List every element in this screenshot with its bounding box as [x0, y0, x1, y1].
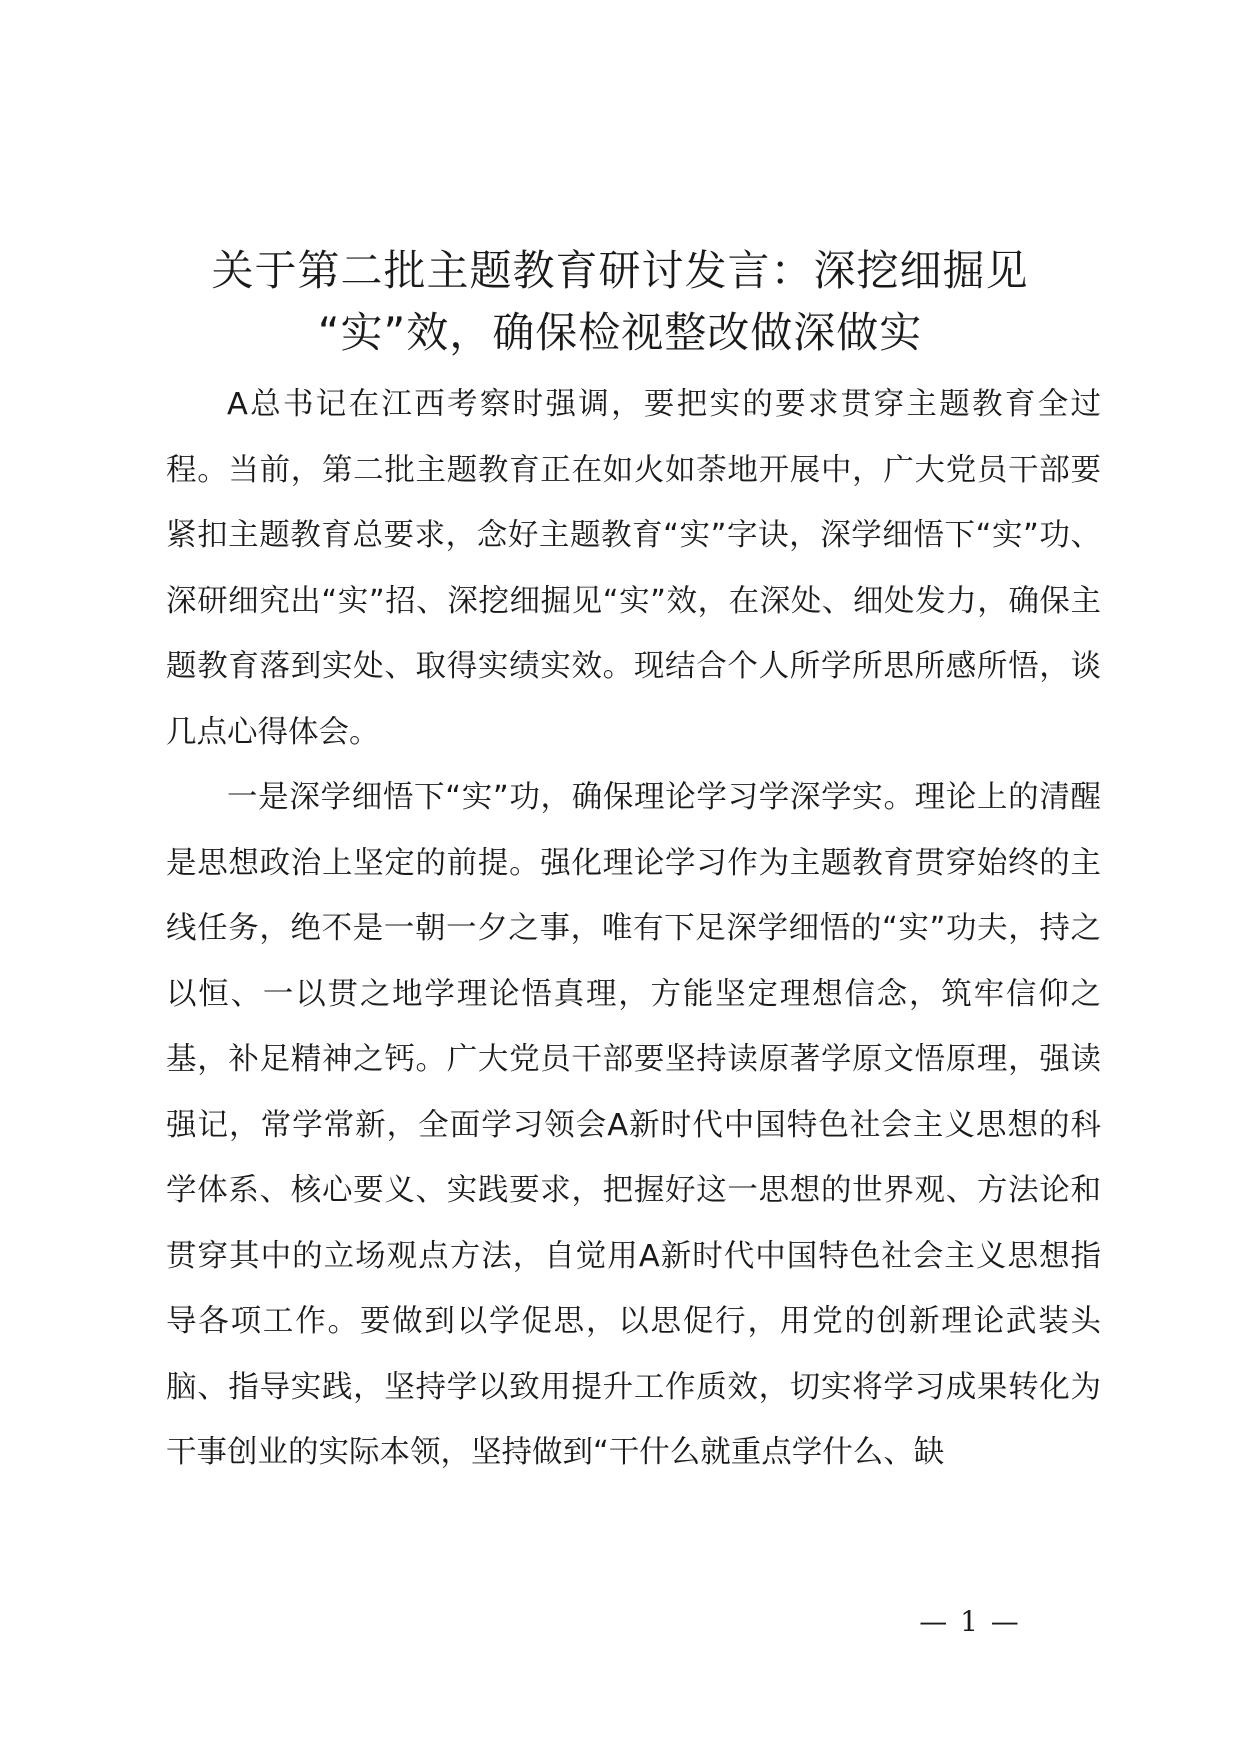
document-body	[166, 372, 1101, 1486]
paragraph-intro: A总书记在江西考察时强调，要把实的要求贯穿主题教育全过程。当前，第二批主题教育正在如火如荼地开展中，广大党员干部要紧扣主题教育总要求，念好主题教育“实”字诀，深学细悟下“实”功、深研细究出“实”招、深挖细掘见“实”效，在深处、细处发力，确保主题教育落到实处、取得实绩实效。现结合个人所学所思所感所悟，谈几点心得体会。	[166, 387, 1101, 750]
document-title	[130, 240, 1110, 364]
paragraph-point-one: 一是深学细悟下“实”功，确保理论学习学深学实。理论上的清醒是思想政治上坚定的前提。强化理论学习作为主题教育贯穿始终的主线任务，绝不是一朝一夕之事，唯有下足深学细悟的“实”功夫，持之以恒、一以贯之地学理论悟真理，方能坚定理想信念，筑牢信仰之基，补足精神之钙。广大党员干部要坚持读原著学原文悟原理，强读强记，常学常新，全面学习领会A新时代中国特色社会主义思想的科学体系、核心要义、实践要求，把握好这一思想的世界观、方法论和贯穿其中的立场观点方法，自觉用A新时代中国特色社会主义思想指导各项工作。要做到以学促思，以思促行，用党的创新理论武装头脑、指导实践，坚持学以致用提升工作质效，切实将学习成果转化为干事创业的实际本领，坚持做到“干什么就重点学什么、缺	[166, 780, 1101, 1470]
page-number: — 1 —	[919, 1605, 1021, 1638]
title-line-2: “实”效，确保检视整改做深做实	[317, 308, 923, 357]
title-line-1: 关于第二批主题教育研讨发言：深挖细掘见	[211, 246, 1029, 295]
